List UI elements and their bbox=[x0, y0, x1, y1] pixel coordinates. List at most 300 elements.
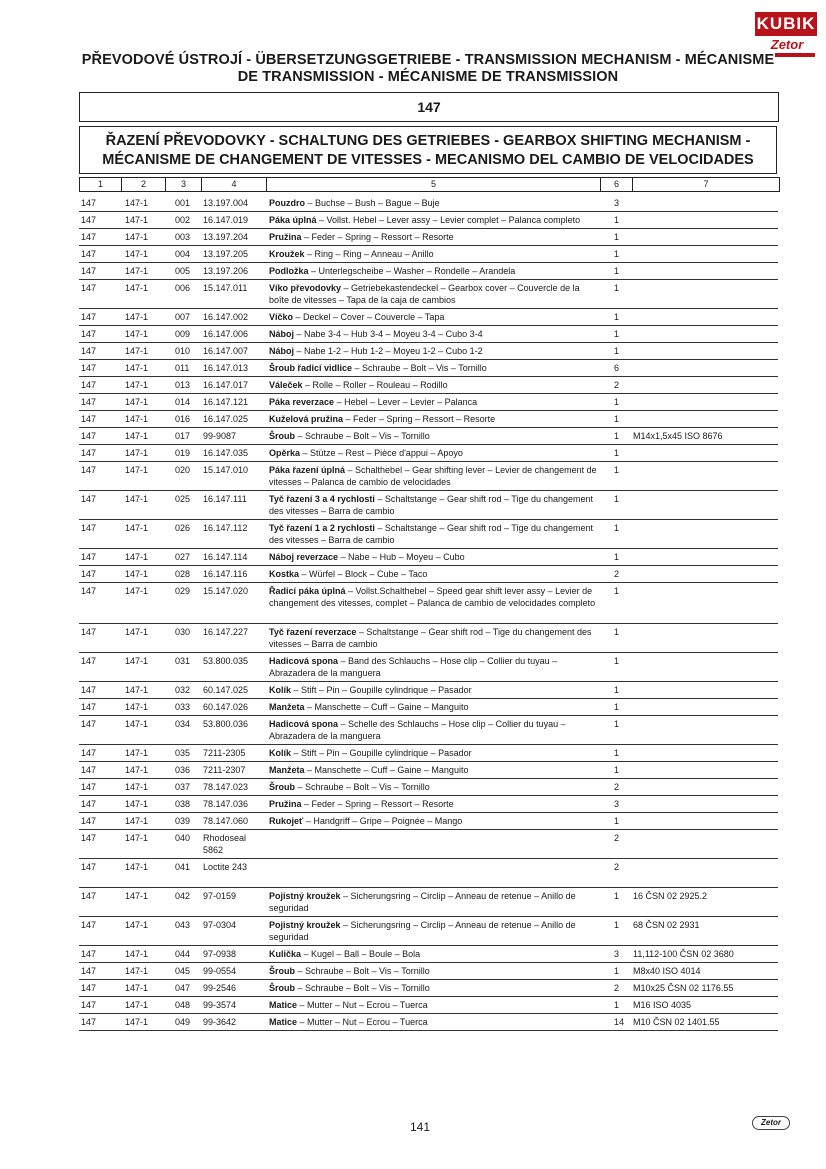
col-subgroup: 147-1 bbox=[125, 448, 149, 458]
part-name: Náboj bbox=[269, 329, 295, 339]
col-note: 16 ČSN 02 2925.2 bbox=[633, 891, 708, 901]
col-subgroup: 147-1 bbox=[125, 363, 149, 373]
col-description bbox=[269, 948, 599, 960]
part-name: Páka úplná bbox=[269, 215, 317, 225]
col-group: 147 bbox=[81, 983, 97, 993]
part-name: Náboj reverzace bbox=[269, 552, 339, 562]
part-translations: – Nabe – Hub – Moyeu – Cubo bbox=[338, 552, 465, 562]
row-divider bbox=[79, 490, 778, 491]
col-part-number: 16.147.112 bbox=[203, 523, 248, 533]
row-divider bbox=[79, 1013, 778, 1014]
row-divider bbox=[79, 461, 778, 462]
col-part-number: 16.147.013 bbox=[203, 363, 249, 373]
part-translations: – Schraube – Bolt – Vis – Tornillo bbox=[295, 782, 430, 792]
part-translations: – Manschette – Cuff – Gaine – Manguito bbox=[304, 702, 469, 712]
part-name: Tyč řazení reverzace bbox=[269, 627, 357, 637]
col-subgroup: 147-1 bbox=[125, 920, 149, 930]
col-description bbox=[269, 214, 599, 226]
col-quantity: 1 bbox=[614, 523, 620, 533]
col-quantity: 2 bbox=[614, 983, 620, 993]
col-part-number: 16.147.025 bbox=[203, 414, 249, 424]
col-part-number: 53.800.035 bbox=[203, 656, 249, 666]
row-divider bbox=[79, 778, 778, 779]
col-position: 020 bbox=[175, 465, 191, 475]
col-subgroup: 147-1 bbox=[125, 283, 149, 293]
row-divider bbox=[79, 211, 778, 212]
col-group: 147 bbox=[81, 782, 97, 792]
col-position: 038 bbox=[175, 799, 191, 809]
col-position: 007 bbox=[175, 312, 191, 322]
col-position: 027 bbox=[175, 552, 191, 562]
part-translations: – Mutter – Nut – Ecrou – Tuerca bbox=[297, 1017, 428, 1027]
col-part-number: 99-0554 bbox=[203, 966, 237, 976]
col-subgroup: 147-1 bbox=[125, 765, 149, 775]
col-note: M10x25 ČSN 02 1176.55 bbox=[633, 983, 734, 993]
table-row bbox=[79, 345, 779, 362]
row-divider bbox=[79, 698, 778, 699]
col-part-number: 99-2546 bbox=[203, 983, 237, 993]
part-translations: – Schaltstange – Gear shift rod – Tige du changement des vitesses – Barra de cambio bbox=[269, 494, 594, 516]
col-position: 010 bbox=[175, 346, 191, 356]
col-part-number: Rhodoseal 5862 bbox=[203, 833, 247, 855]
col-description bbox=[269, 328, 599, 340]
table-row bbox=[79, 747, 779, 764]
row-divider bbox=[79, 342, 778, 343]
col-quantity: 2 bbox=[614, 782, 620, 792]
row-divider bbox=[79, 582, 778, 583]
table-row bbox=[79, 214, 779, 231]
column-header-row bbox=[79, 177, 780, 192]
col-group: 147 bbox=[81, 414, 97, 424]
col-quantity: 1 bbox=[614, 966, 620, 976]
col-group: 147 bbox=[81, 363, 97, 373]
part-translations: – Schraube – Bolt – Vis – Tornillo bbox=[295, 431, 430, 441]
row-divider bbox=[79, 427, 778, 428]
col-description bbox=[269, 999, 599, 1011]
row-divider bbox=[79, 279, 778, 280]
col-group: 147 bbox=[81, 816, 97, 826]
row-divider bbox=[79, 715, 778, 716]
part-translations: – Kugel – Ball – Boule – Bola bbox=[301, 949, 421, 959]
table-row bbox=[79, 311, 779, 328]
col-quantity: 2 bbox=[614, 569, 620, 579]
part-translations: – Sicherungsring – Circlip – Anneau de retenue – Anillo de seguridad bbox=[269, 891, 576, 913]
table-row bbox=[79, 832, 779, 861]
col-subgroup: 147-1 bbox=[125, 983, 149, 993]
col-subgroup: 147-1 bbox=[125, 312, 149, 322]
col-group: 147 bbox=[81, 249, 97, 259]
kubik-logo-text: KUBIK bbox=[755, 12, 817, 36]
col-group: 147 bbox=[81, 312, 97, 322]
part-name: Víko převodovky bbox=[269, 283, 342, 293]
part-name: Páka reverzace bbox=[269, 397, 335, 407]
col-group: 147 bbox=[81, 799, 97, 809]
column-header: 2 bbox=[122, 178, 166, 191]
part-name: Šroub řadicí vidlice bbox=[269, 363, 353, 373]
col-part-number: 15.147.011 bbox=[203, 283, 248, 293]
part-translations: – Stift – Pin – Goupille cylindrique – Pasador bbox=[291, 748, 472, 758]
col-position: 016 bbox=[175, 414, 191, 424]
column-header: 5 bbox=[267, 178, 601, 191]
col-part-number: 78.147.036 bbox=[203, 799, 249, 809]
col-note: M10 ČSN 02 1401.55 bbox=[633, 1017, 720, 1027]
part-name: Kuželová pružina bbox=[269, 414, 344, 424]
col-note: M16 ISO 4035 bbox=[633, 1000, 692, 1010]
part-translations: – Unterlegscheibe – Washer – Rondelle – Arandela bbox=[308, 266, 516, 276]
row-divider bbox=[79, 548, 778, 549]
part-name: Váleček bbox=[269, 380, 303, 390]
part-translations: – Feder – Spring – Ressort – Resorte bbox=[301, 799, 454, 809]
row-divider bbox=[79, 1030, 778, 1031]
col-part-number: 78.147.023 bbox=[203, 782, 249, 792]
col-position: 040 bbox=[175, 833, 191, 843]
col-part-number: 16.147.007 bbox=[203, 346, 249, 356]
col-part-number: 13.197.204 bbox=[203, 232, 249, 242]
part-translations: – Buchse – Bush – Bague – Buje bbox=[305, 198, 440, 208]
col-subgroup: 147-1 bbox=[125, 198, 149, 208]
row-divider bbox=[79, 858, 778, 859]
col-part-number: 16.147.121 bbox=[203, 397, 249, 407]
col-part-number: 7211-2307 bbox=[203, 765, 246, 775]
part-name: Šroub bbox=[269, 966, 295, 976]
col-group: 147 bbox=[81, 685, 97, 695]
col-position: 011 bbox=[175, 363, 190, 373]
part-translations: – Stütze – Rest – Pièce d'appui – Apoyo bbox=[300, 448, 463, 458]
part-translations: – Sicherungsring – Circlip – Anneau de retenue – Anillo de seguridad bbox=[269, 920, 576, 942]
col-group: 147 bbox=[81, 966, 97, 976]
part-name: Tyč řazení 3 a 4 rychlosti bbox=[269, 494, 375, 504]
part-translations: – Handgriff – Gripe – Poignée – Mango bbox=[303, 816, 463, 826]
part-name: Hadicová spona bbox=[269, 656, 339, 666]
table-row bbox=[79, 248, 779, 265]
col-part-number: 16.147.006 bbox=[203, 329, 249, 339]
col-quantity: 3 bbox=[614, 799, 620, 809]
table-row bbox=[79, 447, 779, 464]
col-group: 147 bbox=[81, 494, 97, 504]
col-subgroup: 147-1 bbox=[125, 586, 149, 596]
table-row bbox=[79, 328, 779, 345]
part-name: Kolík bbox=[269, 685, 292, 695]
col-subgroup: 147-1 bbox=[125, 656, 149, 666]
column-header: 6 bbox=[601, 178, 633, 191]
col-position: 043 bbox=[175, 920, 191, 930]
col-position: 029 bbox=[175, 586, 191, 596]
part-name: Šroub bbox=[269, 431, 295, 441]
col-group: 147 bbox=[81, 920, 97, 930]
table-row bbox=[79, 999, 779, 1016]
part-translations: – Nabe 1-2 – Hub 1-2 – Moyeu 1-2 – Cubo 1-2 bbox=[294, 346, 483, 356]
table-row bbox=[79, 231, 779, 248]
col-description bbox=[269, 345, 599, 357]
part-translations: – Mutter – Nut – Ecrou – Tuerca bbox=[297, 1000, 428, 1010]
row-divider bbox=[79, 916, 778, 917]
col-group: 147 bbox=[81, 765, 97, 775]
col-position: 037 bbox=[175, 782, 191, 792]
col-description bbox=[269, 231, 599, 243]
col-group: 147 bbox=[81, 266, 97, 276]
col-quantity: 2 bbox=[614, 380, 620, 390]
table-row bbox=[79, 197, 779, 214]
part-translations: – Schaltstange – Gear shift rod – Tige du changement des vitesses – Barra de cambio bbox=[269, 523, 594, 545]
part-name: Kolík bbox=[269, 748, 292, 758]
col-part-number: 78.147.060 bbox=[203, 816, 249, 826]
col-note: M8x40 ISO 4014 bbox=[633, 966, 701, 976]
col-group: 147 bbox=[81, 833, 97, 843]
col-description bbox=[269, 362, 599, 374]
col-group: 147 bbox=[81, 215, 97, 225]
part-translations: – Schelle des Schlauchs – Hose clip – Collier du tuyau – Abrazadera de la manguera bbox=[269, 719, 566, 741]
col-position: 005 bbox=[175, 266, 191, 276]
col-quantity: 2 bbox=[614, 862, 620, 872]
row-divider bbox=[79, 245, 778, 246]
col-note: 11,112-100 ČSN 02 3680 bbox=[633, 949, 734, 959]
col-part-number: 15.147.020 bbox=[203, 586, 249, 596]
logo-underline bbox=[775, 53, 815, 57]
col-description bbox=[269, 551, 599, 563]
part-translations: – Getriebekastendeckel – Gearbox cover – Couvercle de la boîte de vitesses – Tapa de la caja de cambios bbox=[269, 283, 580, 305]
col-position: 006 bbox=[175, 283, 191, 293]
col-part-number: 97-0304 bbox=[203, 920, 237, 930]
col-part-number: 16.147.227 bbox=[203, 627, 249, 637]
part-name: Pružina bbox=[269, 799, 302, 809]
col-subgroup: 147-1 bbox=[125, 719, 149, 729]
col-description bbox=[269, 919, 599, 943]
col-part-number: 60.147.026 bbox=[203, 702, 249, 712]
col-quantity: 1 bbox=[614, 685, 620, 695]
table-row bbox=[79, 815, 779, 832]
col-quantity: 1 bbox=[614, 397, 620, 407]
table-row bbox=[79, 396, 779, 413]
table-row bbox=[79, 781, 779, 798]
col-part-number: 16.147.111 bbox=[203, 494, 247, 504]
row-divider bbox=[79, 228, 778, 229]
part-translations: – Schalthebel – Gear shifting lever – Levier de changement de vitesses – Palanca de cambio de velocidades bbox=[269, 465, 597, 487]
col-position: 045 bbox=[175, 966, 191, 976]
col-quantity: 1 bbox=[614, 552, 620, 562]
col-subgroup: 147-1 bbox=[125, 748, 149, 758]
section-title: ŘAZENÍ PŘEVODOVKY - SCHALTUNG DES GETRIEBES - GEARBOX SHIFTING MECHANISM - MÉCANISME DE CHANGEMENT DE VITESSES - MECANISMO DEL CAMBIO DE VELOCIDADES bbox=[79, 126, 777, 174]
col-part-number: 99-3642 bbox=[203, 1017, 237, 1027]
col-description bbox=[269, 379, 599, 391]
part-translations: – Rolle – Roller – Rouleau – Rodillo bbox=[302, 380, 448, 390]
part-translations: – Schraube – Bolt – Vis – Tornillo bbox=[352, 363, 487, 373]
col-position: 049 bbox=[175, 1017, 191, 1027]
table-row bbox=[79, 701, 779, 718]
col-quantity: 1 bbox=[614, 346, 620, 356]
col-position: 042 bbox=[175, 891, 191, 901]
col-quantity: 3 bbox=[614, 949, 620, 959]
table-row bbox=[79, 585, 779, 626]
col-quantity: 1 bbox=[614, 414, 620, 424]
col-description bbox=[269, 585, 599, 609]
row-divider bbox=[79, 393, 778, 394]
col-quantity: 1 bbox=[614, 586, 620, 596]
part-translations: – Schraube – Bolt – Vis – Tornillo bbox=[295, 966, 430, 976]
col-description bbox=[269, 396, 599, 408]
col-subgroup: 147-1 bbox=[125, 431, 149, 441]
col-subgroup: 147-1 bbox=[125, 465, 149, 475]
part-name: Kroužek bbox=[269, 249, 305, 259]
col-description bbox=[269, 815, 599, 827]
col-quantity: 1 bbox=[614, 448, 620, 458]
zetor-footer-logo: Zetor bbox=[752, 1116, 790, 1130]
col-position: 044 bbox=[175, 949, 191, 959]
table-row bbox=[79, 568, 779, 585]
col-description bbox=[269, 248, 599, 260]
part-name: Matice bbox=[269, 1017, 298, 1027]
col-position: 031 bbox=[175, 656, 191, 666]
row-divider bbox=[79, 652, 778, 653]
col-quantity: 3 bbox=[614, 198, 620, 208]
col-group: 147 bbox=[81, 346, 97, 356]
col-position: 014 bbox=[175, 397, 191, 407]
part-translations: – Nabe 3-4 – Hub 3-4 – Moyeu 3-4 – Cubo 3-4 bbox=[294, 329, 483, 339]
part-name: Páka řazení úplná bbox=[269, 465, 346, 475]
col-quantity: 1 bbox=[614, 283, 620, 293]
col-subgroup: 147-1 bbox=[125, 232, 149, 242]
col-quantity: 1 bbox=[614, 329, 620, 339]
table-row bbox=[79, 379, 779, 396]
col-subgroup: 147-1 bbox=[125, 949, 149, 959]
part-translations: – Deckel – Cover – Couvercle – Tapa bbox=[293, 312, 445, 322]
col-description bbox=[269, 413, 599, 425]
col-group: 147 bbox=[81, 329, 97, 339]
col-subgroup: 147-1 bbox=[125, 627, 149, 637]
col-subgroup: 147-1 bbox=[125, 569, 149, 579]
part-name: Kulička bbox=[269, 949, 302, 959]
part-name: Hadicová spona bbox=[269, 719, 339, 729]
table-row bbox=[79, 551, 779, 568]
col-group: 147 bbox=[81, 380, 97, 390]
column-header: 7 bbox=[703, 179, 709, 189]
row-divider bbox=[79, 744, 778, 745]
col-part-number: 16.147.017 bbox=[203, 380, 249, 390]
row-divider bbox=[79, 262, 778, 263]
col-group: 147 bbox=[81, 862, 97, 872]
part-translations: – Vollst. Hebel – Lever assy – Levier complet – Palanca completo bbox=[316, 215, 581, 225]
table-row bbox=[79, 413, 779, 430]
col-part-number: 99-3574 bbox=[203, 1000, 237, 1010]
part-name: Manžeta bbox=[269, 702, 305, 712]
page-number: 141 bbox=[409, 1120, 431, 1134]
col-part-number: 16.147.035 bbox=[203, 448, 249, 458]
col-part-number: 16.147.114 bbox=[203, 552, 248, 562]
col-subgroup: 147-1 bbox=[125, 891, 149, 901]
col-position: 004 bbox=[175, 249, 191, 259]
col-position: 048 bbox=[175, 1000, 191, 1010]
col-quantity: 1 bbox=[614, 431, 620, 441]
col-quantity: 1 bbox=[614, 312, 620, 322]
col-position: 017 bbox=[175, 431, 191, 441]
table-row bbox=[79, 948, 779, 965]
col-part-number: 16.147.116 bbox=[203, 569, 248, 579]
col-subgroup: 147-1 bbox=[125, 1017, 149, 1027]
part-name: Víčko bbox=[269, 312, 294, 322]
col-part-number: 13.197.205 bbox=[203, 249, 249, 259]
col-position: 035 bbox=[175, 748, 191, 758]
col-position: 001 bbox=[175, 198, 191, 208]
row-divider bbox=[79, 623, 778, 624]
col-part-number: 13.197.004 bbox=[203, 198, 249, 208]
table-row bbox=[79, 718, 779, 747]
col-description bbox=[269, 890, 599, 914]
col-description bbox=[269, 522, 599, 546]
row-divider bbox=[79, 761, 778, 762]
row-divider bbox=[79, 829, 778, 830]
col-part-number: 97-0159 bbox=[203, 891, 237, 901]
col-description bbox=[269, 493, 599, 517]
col-description bbox=[269, 982, 599, 994]
col-group: 147 bbox=[81, 569, 97, 579]
col-part-number: 7211-2305 bbox=[203, 748, 246, 758]
row-divider bbox=[79, 795, 778, 796]
part-name: Opěrka bbox=[269, 448, 301, 458]
col-position: 047 bbox=[175, 983, 191, 993]
col-subgroup: 147-1 bbox=[125, 816, 149, 826]
part-name: Tyč řazení 1 a 2 rychlosti bbox=[269, 523, 375, 533]
col-position: 009 bbox=[175, 329, 191, 339]
col-quantity: 1 bbox=[614, 1000, 620, 1010]
part-name: Řadicí páka úplná bbox=[269, 586, 346, 596]
part-translations: – Schaltstange – Gear shift rod – Tige du changement des vitesses – Barra de cambio bbox=[269, 627, 592, 649]
col-description bbox=[269, 430, 599, 442]
part-name: Šroub bbox=[269, 983, 295, 993]
part-translations: – Ring – Ring – Anneau – Anillo bbox=[304, 249, 434, 259]
table-row bbox=[79, 430, 779, 447]
col-subgroup: 147-1 bbox=[125, 397, 149, 407]
col-quantity: 1 bbox=[614, 465, 620, 475]
col-part-number: 15.147.010 bbox=[203, 465, 249, 475]
col-note: M14x1,5x45 ISO 8676 bbox=[633, 431, 723, 441]
table-row bbox=[79, 919, 779, 948]
table-row bbox=[79, 890, 779, 919]
part-name: Rukojeť bbox=[269, 816, 304, 826]
col-subgroup: 147-1 bbox=[125, 685, 149, 695]
part-translations: – Schraube – Bolt – Vis – Tornillo bbox=[295, 983, 430, 993]
col-group: 147 bbox=[81, 465, 97, 475]
col-subgroup: 147-1 bbox=[125, 966, 149, 976]
part-translations: – Feder – Spring – Ressort – Resorte bbox=[343, 414, 496, 424]
col-position: 041 bbox=[175, 862, 191, 872]
table-row bbox=[79, 282, 779, 311]
col-description bbox=[269, 655, 599, 679]
col-part-number: 53.800.036 bbox=[203, 719, 249, 729]
part-name: Kostka bbox=[269, 569, 300, 579]
col-group: 147 bbox=[81, 586, 97, 596]
col-part-number: 13.197.206 bbox=[203, 266, 249, 276]
row-divider bbox=[79, 681, 778, 682]
col-group: 147 bbox=[81, 431, 97, 441]
col-position: 025 bbox=[175, 494, 191, 504]
row-divider bbox=[79, 996, 778, 997]
row-divider bbox=[79, 979, 778, 980]
col-description bbox=[269, 464, 599, 488]
col-subgroup: 147-1 bbox=[125, 862, 149, 872]
col-position: 003 bbox=[175, 232, 191, 242]
col-group: 147 bbox=[81, 283, 97, 293]
table-row bbox=[79, 626, 779, 655]
table-row bbox=[79, 362, 779, 379]
col-group: 147 bbox=[81, 1017, 97, 1027]
col-subgroup: 147-1 bbox=[125, 266, 149, 276]
col-subgroup: 147-1 bbox=[125, 346, 149, 356]
col-position: 019 bbox=[175, 448, 191, 458]
col-quantity: 1 bbox=[614, 627, 620, 637]
col-position: 030 bbox=[175, 627, 191, 637]
part-name: Pojistný kroužek bbox=[269, 920, 341, 930]
col-group: 147 bbox=[81, 656, 97, 666]
table-row bbox=[79, 493, 779, 522]
